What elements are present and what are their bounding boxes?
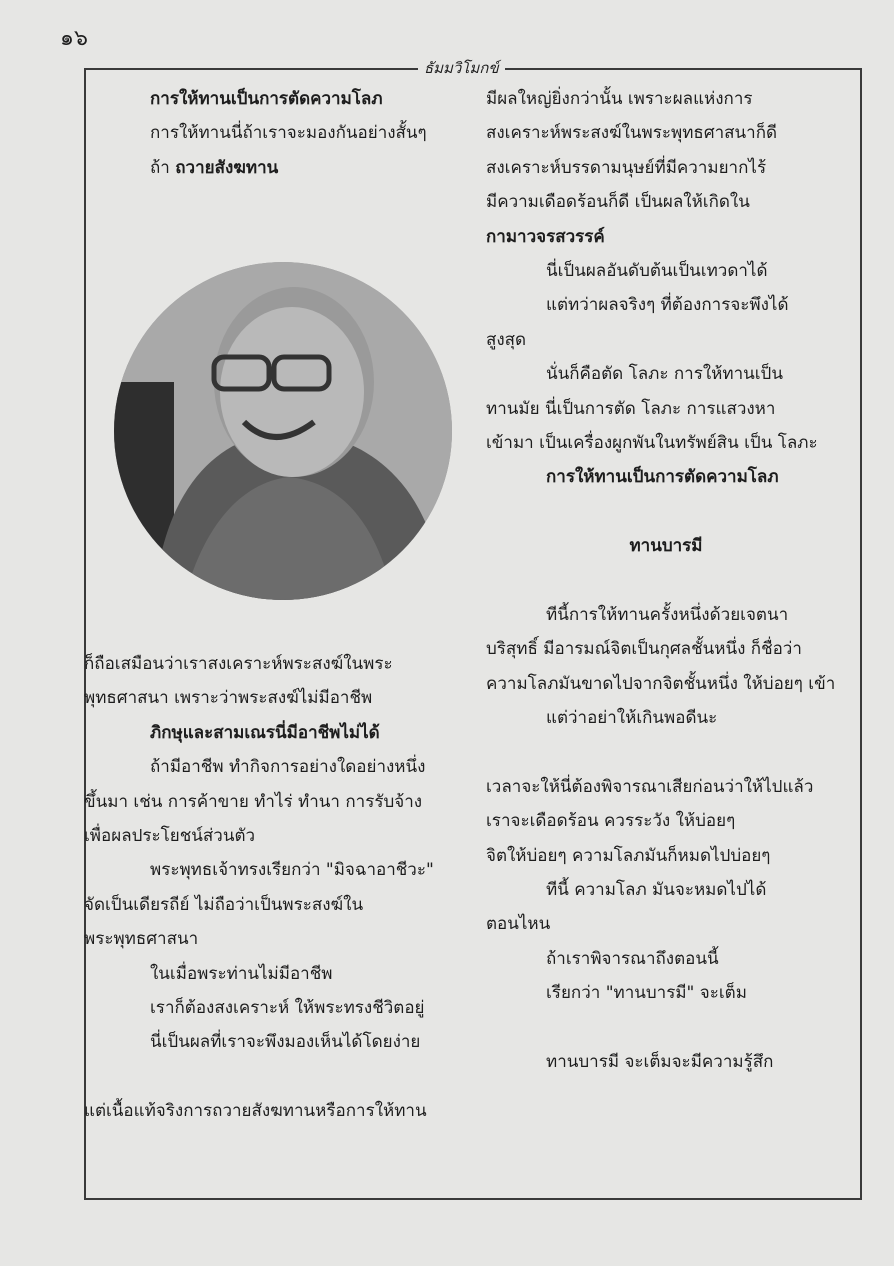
left_bottom-line: นี่เป็นผลที่เราจะพึงมองเห็นได้โดยง่าย [150, 1032, 421, 1053]
left_bottom-line [84, 1060, 464, 1094]
left_top-line: ถ้า ถวายสังฆทาน [150, 157, 279, 178]
right-line: ความโลภมันขาดไปจากจิตชั้นหนึ่ง ให้บ่อยๆ เข้า [486, 673, 836, 694]
left_bottom-line: เราก็ต้องสงเคราะห์ ให้พระทรงชีวิตอยู่ [150, 997, 425, 1018]
right-line [486, 495, 846, 529]
left-column-top [84, 82, 464, 185]
right-line: สูงสุด [486, 329, 527, 350]
right-line [486, 735, 846, 769]
left_bottom-line: เพื่อผลประโยชน์ส่วนตัว [84, 825, 256, 846]
left_bottom-line: ขึ้นมา เช่น การค้าขาย ทำไร่ ทำนา การรับจ้าง [84, 791, 423, 812]
left-column-bottom [84, 647, 464, 1128]
right-line: สงเคราะห์พระสงฆ์ในพระพุทธศาสนาก็ดี [486, 123, 778, 144]
left_bottom-line: แต่เนื้อแท้จริงการถวายสังฆทานหรือการให้ทาน [84, 1101, 427, 1122]
left_bottom-line: พระพุทธศาสนา [84, 929, 199, 950]
right-line: ถ้าเราพิจารณาถึงตอนนี้ [546, 948, 719, 969]
right-line: แต่ทว่าผลจริงๆ ที่ต้องการจะพึงได้ [546, 295, 789, 316]
right-line: นั่นก็คือตัด โลภะ การให้ทานเป็น [546, 364, 783, 385]
right-line: แต่ว่าอย่าให้เกินพอดีนะ [546, 708, 718, 729]
right-line: เข้ามา เป็นเครื่องผูกพันในทรัพย์สิน เป็น โลภะ [486, 432, 818, 453]
right-line [486, 563, 846, 597]
right-column [486, 82, 846, 1079]
right-line: เราจะเดือดร้อน ควรระวัง ให้บ่อยๆ [486, 811, 736, 832]
left_bottom-line: ก็ถือเสมือนว่าเราสงเคราะห์พระสงฆ์ในพระ [84, 654, 393, 674]
right-line: การให้ทานเป็นการตัดความโลภ [546, 467, 779, 488]
left_bottom-line: พระพุทธเจ้าทรงเรียกว่า "มิจฉาอาชีวะ" [150, 860, 434, 881]
portrait-illustration [114, 262, 452, 600]
right-line: จิตให้บ่อยๆ ความโลภมันก็หมดไปบ่อยๆ [486, 845, 771, 866]
right-line: บริสุทธิ์ มีอารมณ์จิตเป็นกุศลชั้นหนึ่ง ก็ชื่อว่า [486, 639, 802, 660]
left_bottom-line: จัดเป็นเดียรถีย์ ไม่ถือว่าเป็นพระสงฆ์ใน [84, 894, 364, 915]
page-number: ๑๖ [60, 26, 88, 51]
right-line: มีผลใหญ่ยิ่งกว่านั้น เพราะผลแห่งการ [486, 89, 753, 109]
right-line: ทานบารมี จะเต็มจะมีความรู้สึก [546, 1051, 774, 1072]
right-line: ทีนี้การให้ทานครั้งหนึ่งด้วยเจตนา [546, 604, 789, 625]
right-line: สงเคราะห์บรรดามนุษย์ที่มีความยากไร้ [486, 157, 767, 178]
right-line: ทีนี้ ความโลภ มันจะหมดไปได้ [546, 879, 767, 900]
right-line: มีความเดือดร้อนก็ดี เป็นผลให้เกิดใน [486, 192, 750, 213]
left_top-line: การให้ทานเป็นการตัดความโลภ [150, 89, 383, 109]
left_bottom-line: พุทธศาสนา เพราะว่าพระสงฆ์ไม่มีอาชีพ [84, 688, 373, 709]
right-line [486, 1011, 846, 1045]
left_bottom-line: ภิกษุและสามเณรนี่มีอาชีพไม่ได้ [150, 722, 380, 743]
monk-portrait-photo [114, 262, 452, 600]
right-line: นี่เป็นผลอันดับต้นเป็นเทวดาได้ [546, 260, 768, 281]
right-line: เรียกว่า "ทานบารมี" จะเต็ม [546, 983, 747, 1004]
right-line: ทานบารมี [629, 536, 703, 557]
right-line: ตอนไหน [486, 914, 551, 935]
right-line: ทานมัย นี่เป็นการตัด โลภะ การแสวงหา [486, 398, 776, 419]
left_top-line: การให้ทานนี่ถ้าเราจะมองกันอย่างสั้นๆ [150, 123, 427, 144]
left_bottom-line: ถ้ามีอาชีพ ทำกิจการอย่างใดอย่างหนึ่ง [150, 757, 426, 778]
right-line: กามาวจรสวรรค์ [486, 226, 605, 247]
header-title: ธัมมวิโมกข์ [418, 56, 505, 80]
right-line: เวลาจะให้นี่ต้องพิจารณาเสียก่อนว่าให้ไปแล้ว [486, 776, 814, 797]
left_bottom-line: ในเมื่อพระท่านไม่มีอาชีพ [150, 963, 333, 984]
